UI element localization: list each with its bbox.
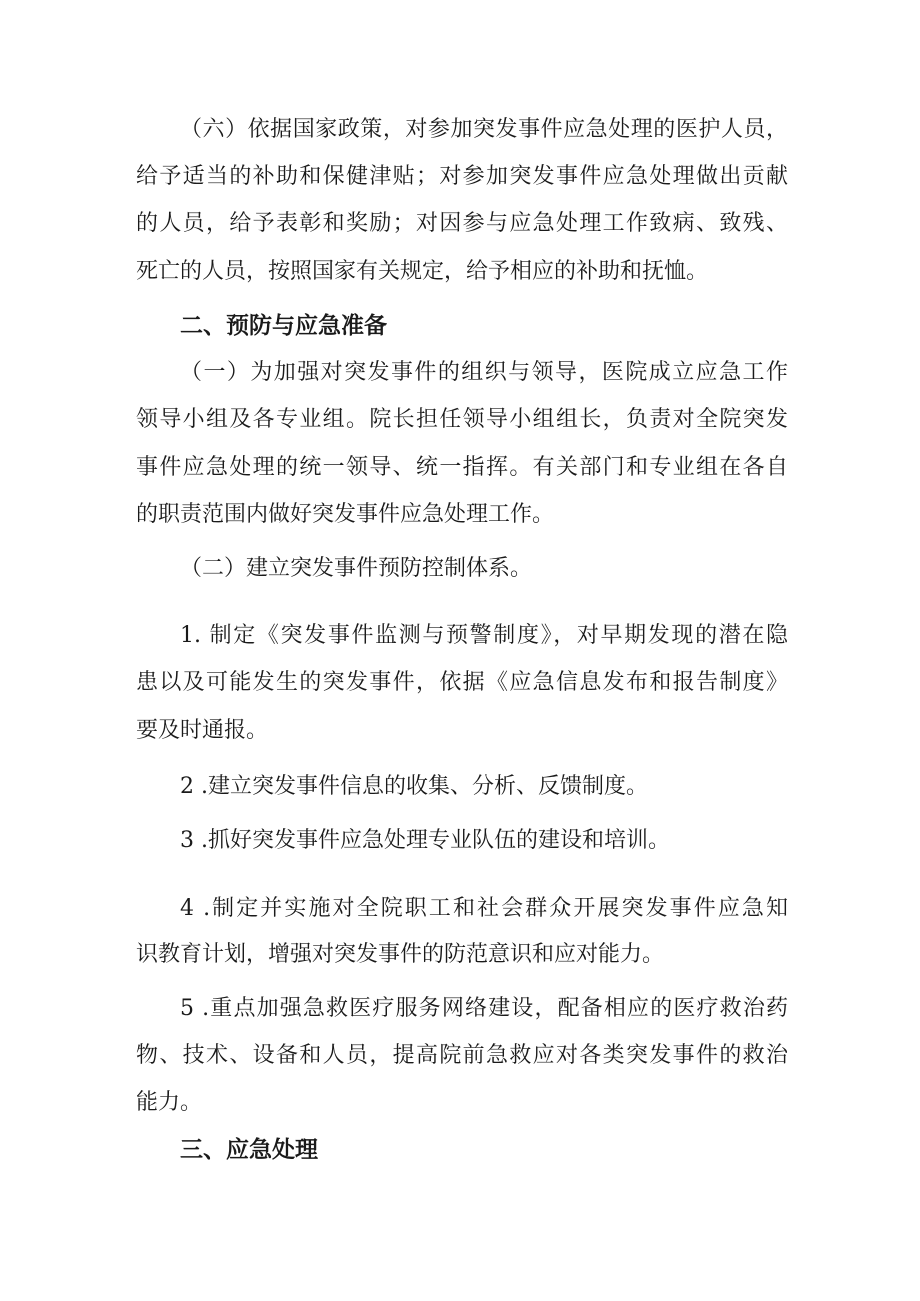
list-item-5-line: 能力。 xyxy=(136,1090,203,1115)
paragraph-one-line: （一）为加强对突发事件的组织与领导，医院成立应急工作 xyxy=(180,360,788,385)
paragraph-six-line: 给予适当的补助和保健津贴；对参加突发事件应急处理做出贡献 xyxy=(136,164,788,189)
list-item-4-line: 识教育计划，增强对突发事件的防范意识和应对能力。 xyxy=(136,942,665,967)
paragraph-six-line: 死亡的人员，按照国家有关规定，给予相应的补助和抚恤。 xyxy=(136,259,709,284)
paragraph-two: （二）建立突发事件预防控制体系。 xyxy=(180,556,533,581)
list-item-2: 2 .建立突发事件信息的收集、分析、反馈制度。 xyxy=(180,774,648,799)
list-item-1-line: 患以及可能发生的突发事件，依据《应急信息发布和报告制度》 xyxy=(136,670,788,695)
paragraph-one-line: 的职责范围内做好突发事件应急处理工作。 xyxy=(136,502,555,527)
paragraph-six-line: （六）依据国家政策，对参加突发事件应急处理的医护人员， xyxy=(180,117,788,142)
list-item-3: 3 .抓好突发事件应急处理专业队伍的建设和培训。 xyxy=(180,828,670,853)
paragraph-one-line: 事件应急处理的统一领导、统一指挥。有关部门和专业组在各自 xyxy=(136,455,788,480)
list-item-4-line: 4 .制定并实施对全院职工和社会群众开展突发事件应急知 xyxy=(180,896,788,921)
section-heading-prevention: 二、预防与应急准备 xyxy=(180,313,387,339)
list-item-5-line: 5 .重点加强急救医疗服务网络建设，配备相应的医疗救治药 xyxy=(180,996,788,1021)
list-item-1-line: 1. 制定《突发事件监测与预警制度》，对早期发现的潜在隐 xyxy=(180,623,788,648)
section-heading-emergency-handling: 三、应急处理 xyxy=(180,1137,318,1163)
list-item-1-line: 要及时通报。 xyxy=(136,718,269,743)
paragraph-one-line: 领导小组及各专业组。院长担任领导小组组长，负责对全院突发 xyxy=(136,407,788,432)
paragraph-six-line: 的人员，给予表彰和奖励；对因参与应急处理工作致病、致残、 xyxy=(136,211,788,236)
list-item-5-line: 物、技术、设备和人员，提高院前急救应对各类突发事件的救治 xyxy=(136,1043,788,1068)
